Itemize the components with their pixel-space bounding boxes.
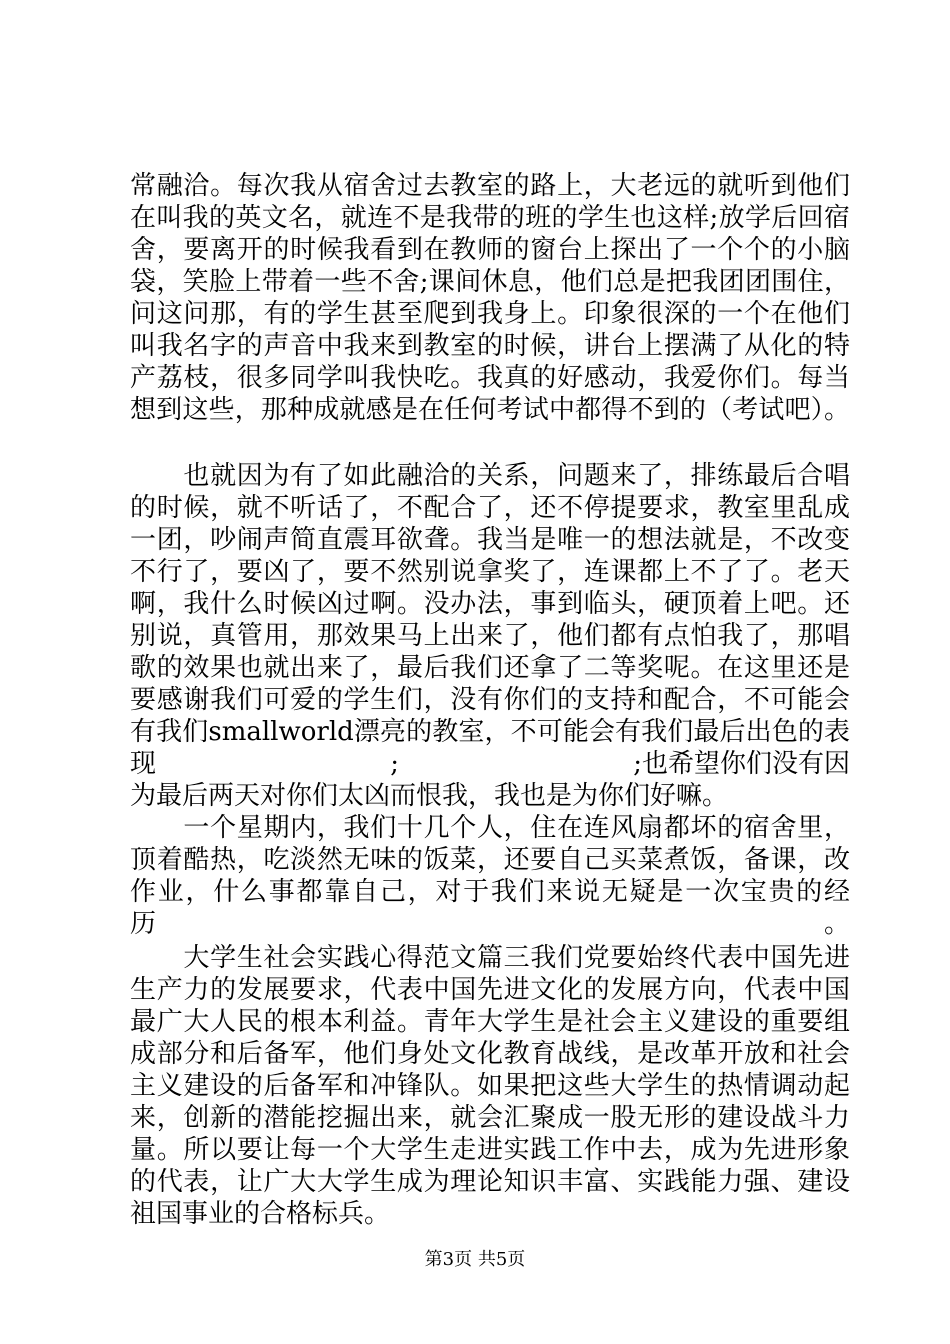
text-line: 问这问那，有的学生甚至爬到我身上。印象很深的一个在他们 bbox=[130, 299, 850, 329]
text-line: 产荔枝，很多同学叫我快吃。我真的好感动，我爱你们。每当 bbox=[130, 363, 850, 393]
text-line: 的时候，就不听话了，不配合了，还不停提要求，教室里乱成 bbox=[130, 493, 850, 523]
text-line: 别说，真管用，那效果马上出来了，他们都有点怕我了，那唱 bbox=[130, 621, 850, 651]
text-fragment: ;也希望你们没有因 bbox=[633, 749, 850, 779]
paragraph-spacer bbox=[130, 426, 850, 460]
text-line: 生产力的发展要求，代表中国先进文化的发展方向，代表中国 bbox=[130, 975, 850, 1005]
text-line: 啊，我什么时候凶过啊。没办法，事到临头，硬顶着上吧。还 bbox=[130, 589, 850, 619]
text-line: 想到这些，那种成就感是在任何考试中都得不到的（考试吧）。 bbox=[130, 395, 850, 425]
text-line: 成部分和后备军，他们身处文化教育战线，是改革开放和社会 bbox=[130, 1039, 850, 1069]
text-line: 要感谢我们可爱的学生们，没有你们的支持和配合，不可能会 bbox=[130, 685, 850, 715]
text-line: 歌的效果也就出来了，最后我们还拿了二等奖呢。在这里还是 bbox=[130, 653, 850, 683]
text-line: 量。所以要让每一个大学生走进实践工作中去，成为先进形象 bbox=[130, 1135, 850, 1165]
text-line: 不行了，要凶了，要不然别说拿奖了，连课都上不了了。老天 bbox=[130, 557, 850, 587]
text-fragment: ; bbox=[390, 749, 399, 779]
page-footer bbox=[0, 1245, 950, 1271]
paragraph-1 bbox=[130, 170, 850, 426]
text-line: 有我们smallworld漂亮的教室，不可能会有我们最后出色的表 bbox=[130, 717, 850, 747]
page-number-label: 第3页 共5页 bbox=[424, 1249, 526, 1270]
text-line: 主义建设的后备军和冲锋队。如果把这些大学生的热情调动起 bbox=[130, 1071, 850, 1101]
document-body bbox=[130, 170, 850, 1230]
text-line: 顶着酷热，吃淡然无味的饭菜，还要自己买菜煮饭，备课，改 bbox=[130, 845, 850, 875]
text-line: 常融洽。每次我从宿舍过去教室的路上，大老远的就听到他们 bbox=[130, 171, 850, 201]
paragraph-2 bbox=[130, 460, 850, 939]
text-line: 一团，吵闹声简直震耳欲聋。我当是唯一的想法就是，不改变 bbox=[130, 525, 850, 555]
text-line: 大学生社会实践心得范文篇三我们党要始终代表中国先进 bbox=[130, 943, 850, 973]
text-line: 也就因为有了如此融洽的关系，问题来了，排练最后合唱 bbox=[130, 461, 850, 491]
text-line: 袋，笑脸上带着一些不舍;课间休息，他们总是把我团团围住， bbox=[130, 267, 850, 297]
text-line: 来，创新的潜能挖掘出来，就会汇聚成一股无形的建设战斗力 bbox=[130, 1103, 850, 1133]
text-line: 为最后两天对你们太凶而恨我，我也是为你们好嘛。 bbox=[130, 781, 729, 811]
text-line: 的代表，让广大大学生成为理论知识丰富、实践能力强、建设 bbox=[130, 1167, 850, 1197]
paragraph-3 bbox=[130, 942, 850, 1230]
text-fragment: 现 bbox=[130, 749, 157, 779]
text-line: 作业，什么事都靠自己，对于我们来说无疑是一次宝贵的经历。 bbox=[130, 877, 850, 939]
text-line: 叫我名字的声音中我来到教室的时候，讲台上摆满了从化的特 bbox=[130, 331, 850, 361]
text-line: 一个星期内，我们十几个人，住在连风扇都坏的宿舍里， bbox=[130, 813, 850, 843]
text-line: 最广大人民的根本利益。青年大学生是社会主义建设的重要组 bbox=[130, 1007, 850, 1037]
text-line-split bbox=[130, 748, 850, 780]
text-line: 在叫我的英文名，就连不是我带的班的学生也这样;放学后回宿 bbox=[130, 203, 850, 233]
text-line: 祖国事业的合格标兵。 bbox=[130, 1199, 391, 1229]
text-line: 舍，要离开的时候我看到在教师的窗台上探出了一个个的小脑 bbox=[130, 235, 850, 265]
